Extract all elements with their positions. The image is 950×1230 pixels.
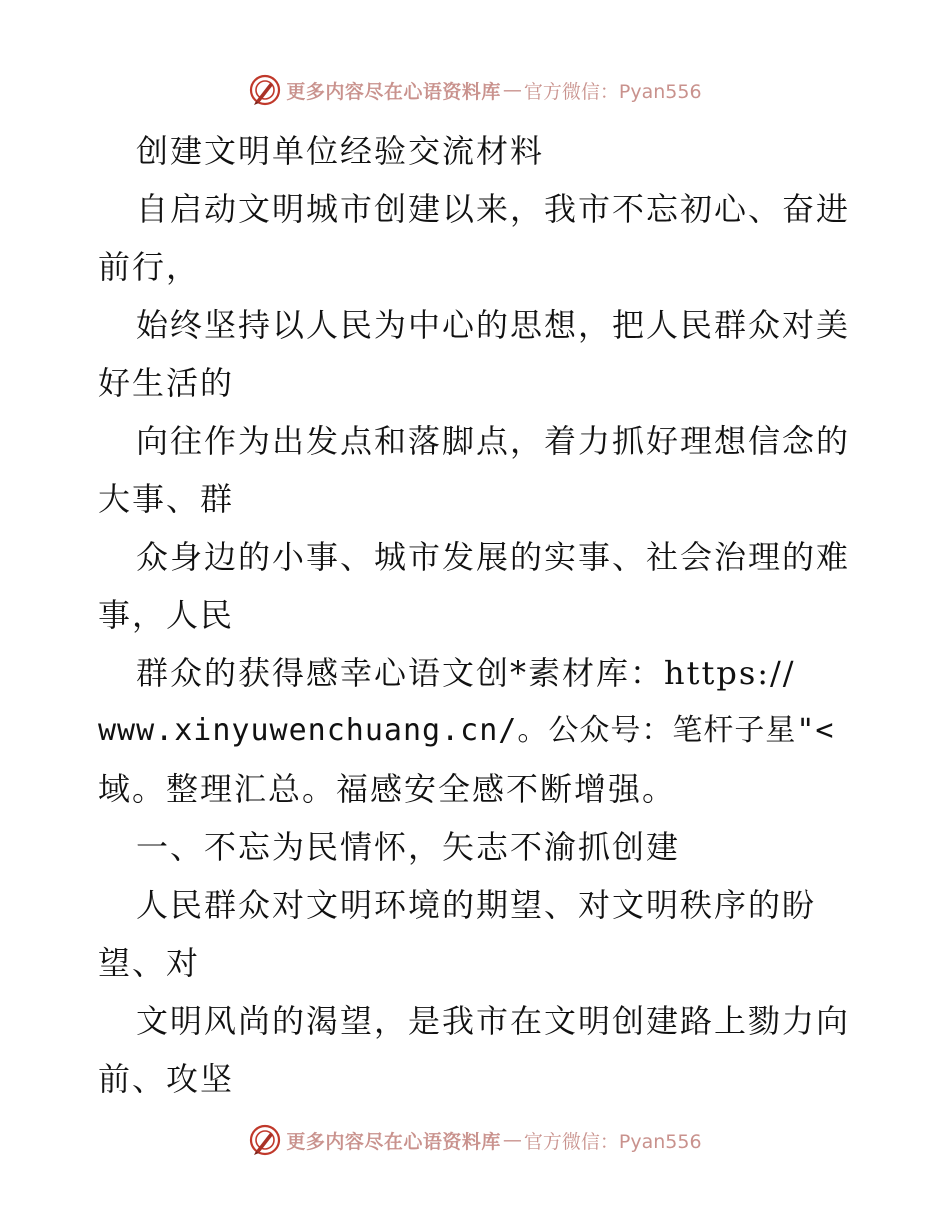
pen-logo-icon	[248, 1123, 282, 1157]
document-title: 创建文明单位经验交流材料	[136, 132, 545, 170]
paragraph-line: 向往作为出发点和落脚点，着力抓好理想信念的	[136, 422, 851, 460]
paragraph-line: 前、攻坚	[98, 1060, 235, 1098]
paragraph-line: 事，人民	[98, 596, 235, 634]
header-banner-contact: 官方微信：Pyan556	[523, 80, 702, 103]
paragraph-line-url: www.xinyuwenchuang.cn/。公众号：笔杆子星"<	[98, 713, 835, 748]
footer-watermark-banner	[0, 1120, 950, 1160]
footer-banner-text: 更多内容尽在心语资料库	[286, 1130, 501, 1153]
footer-banner-separator: —	[502, 1129, 522, 1151]
header-watermark-banner	[0, 70, 950, 110]
paragraph-line: 始终坚持以人民为中心的思想，把人民群众对美	[136, 306, 851, 344]
header-banner-text: 更多内容尽在心语资料库	[286, 80, 501, 103]
footer-banner-contact: 官方微信：Pyan556	[523, 1130, 702, 1153]
header-banner-separator: —	[502, 79, 522, 101]
paragraph-line: 域。整理汇总。福感安全感不断增强。	[98, 770, 677, 808]
document-body	[98, 122, 858, 1108]
section-heading: 一、不忘为民情怀，矢志不渝抓创建	[136, 828, 681, 866]
paragraph-line: 前行，	[98, 248, 201, 286]
paragraph-line: 人民群众对文明环境的期望、对文明秩序的盼	[136, 886, 817, 924]
paragraph-line: 自启动文明城市创建以来，我市不忘初心、奋进	[136, 190, 851, 228]
pen-logo-icon	[248, 73, 282, 107]
paragraph-line: 大事、群	[98, 480, 235, 518]
paragraph-line: 众身边的小事、城市发展的实事、社会治理的难	[136, 538, 851, 576]
paragraph-line: 文明风尚的渴望，是我市在文明创建路上勠力向	[136, 1002, 851, 1040]
paragraph-line-url-start: 群众的获得感幸心语文创*素材库：https://	[136, 654, 796, 692]
paragraph-line: 好生活的	[98, 364, 235, 402]
paragraph-line: 望、对	[98, 944, 201, 982]
